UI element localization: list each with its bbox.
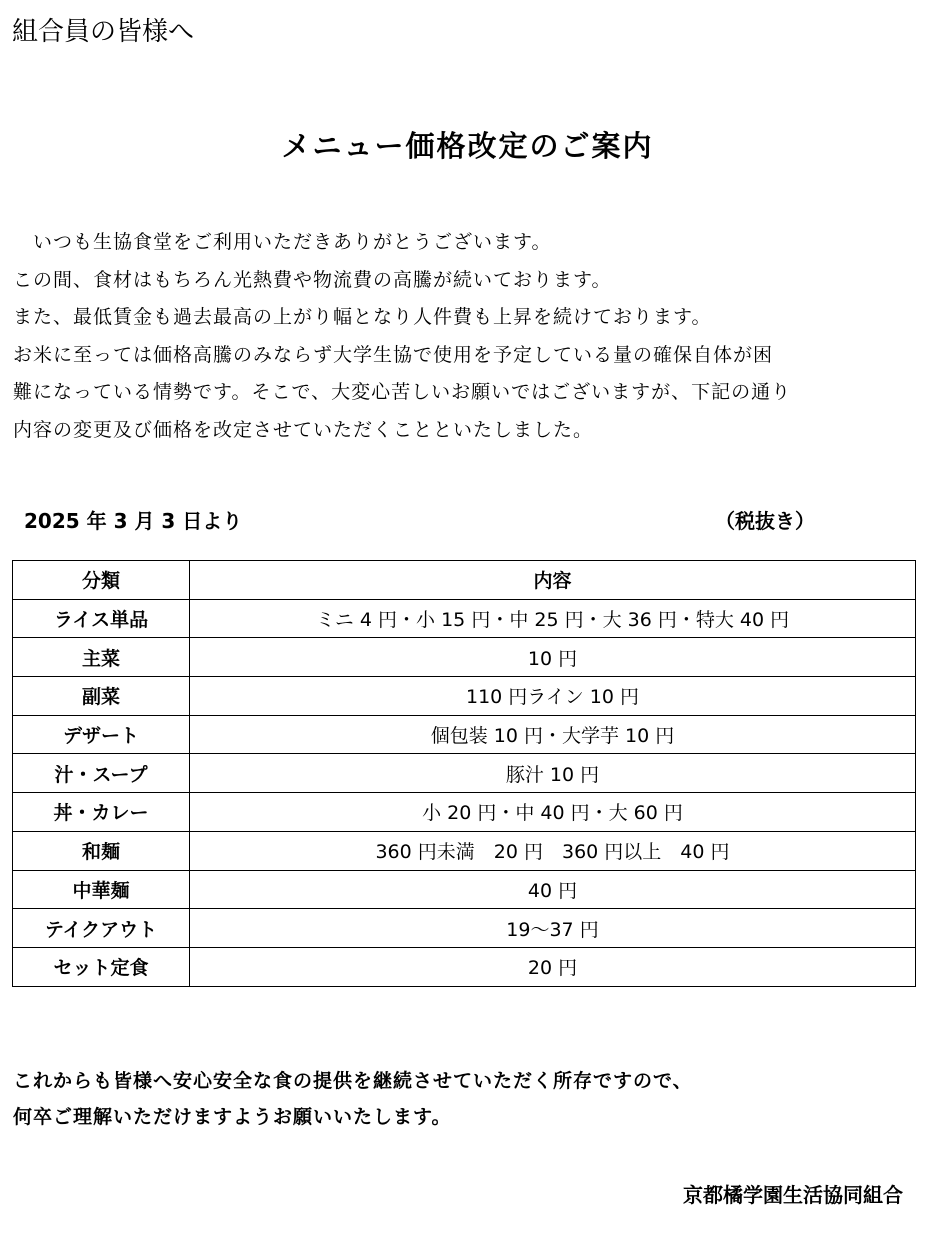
row-content: 小 20 円・中 40 円・大 60 円 bbox=[190, 793, 916, 832]
table-header-row bbox=[13, 561, 916, 600]
row-category: 丼・カレー bbox=[13, 793, 190, 832]
row-category: 主菜 bbox=[13, 638, 190, 677]
row-category: デザート bbox=[13, 715, 190, 754]
row-category: 和麺 bbox=[13, 831, 190, 870]
table-row bbox=[13, 754, 916, 793]
row-content: 個包装 10 円・大学芋 10 円 bbox=[190, 715, 916, 754]
intro-line: また、最低賃金も過去最高の上がり幅となり人件費も上昇を続けております。 bbox=[13, 306, 712, 328]
intro-line: この間、食材はもちろん光熱費や物流費の高騰が続いております。 bbox=[13, 268, 612, 291]
row-category: 中華麺 bbox=[13, 870, 190, 909]
closing-line: これからも皆様へ安心安全な食の提供を継続させていただく所存ですので、 bbox=[13, 1070, 693, 1092]
table-row bbox=[13, 715, 916, 754]
table-row bbox=[13, 677, 916, 716]
table-row bbox=[13, 638, 916, 677]
table-row bbox=[13, 793, 916, 832]
row-content: 19～37 円 bbox=[190, 909, 916, 948]
table-row bbox=[13, 831, 916, 870]
salutation: 組合員の皆様へ bbox=[12, 17, 195, 47]
row-content: 360 円未満 20 円 360 円以上 40 円 bbox=[190, 831, 916, 870]
row-content: 10 円 bbox=[190, 638, 916, 677]
table-row bbox=[13, 870, 916, 909]
table-row bbox=[13, 909, 916, 948]
intro-line: 難になっている情勢です。そこで、大変心苦しいお願いではございますが、下記の通り bbox=[13, 381, 792, 403]
closing-paragraph bbox=[13, 1063, 693, 1135]
row-category: 汁・スープ bbox=[13, 754, 190, 793]
row-content: 110 円ライン 10 円 bbox=[190, 677, 916, 716]
row-content: 40 円 bbox=[190, 870, 916, 909]
row-category: ライス単品 bbox=[13, 599, 190, 638]
table-row bbox=[13, 599, 916, 638]
closing-line: 何卒ご理解いただけますようお願いいたします。 bbox=[13, 1106, 452, 1128]
intro-line: いつも生協食堂をご利用いただきありがとうございます。 bbox=[13, 231, 552, 253]
intro-paragraph bbox=[13, 224, 923, 449]
row-category: セット定食 bbox=[13, 947, 190, 986]
row-category: 副菜 bbox=[13, 677, 190, 716]
row-content: ミニ 4 円・小 15 円・中 25 円・大 36 円・特大 40 円 bbox=[190, 599, 916, 638]
row-category: テイクアウト bbox=[13, 909, 190, 948]
intro-line: お米に至っては価格高騰のみならず大学生協で使用を予定している量の確保自体が困 bbox=[13, 343, 774, 366]
header-category: 分類 bbox=[13, 561, 190, 600]
page-title: メニュー価格改定のご案内 bbox=[281, 129, 654, 163]
table-row bbox=[13, 947, 916, 986]
price-table bbox=[12, 560, 916, 987]
row-content: 豚汁 10 円 bbox=[190, 754, 916, 793]
intro-line: 内容の変更及び価格を改定させていただくことといたしました。 bbox=[13, 418, 594, 441]
row-content: 20 円 bbox=[190, 947, 916, 986]
tax-note: （税抜き） bbox=[715, 509, 815, 533]
header-content: 内容 bbox=[190, 561, 916, 600]
effective-date: 2025 年 3 月 3 日より bbox=[24, 509, 243, 533]
organization-signature: 京都橘学園生活協同組合 bbox=[683, 1183, 903, 1207]
